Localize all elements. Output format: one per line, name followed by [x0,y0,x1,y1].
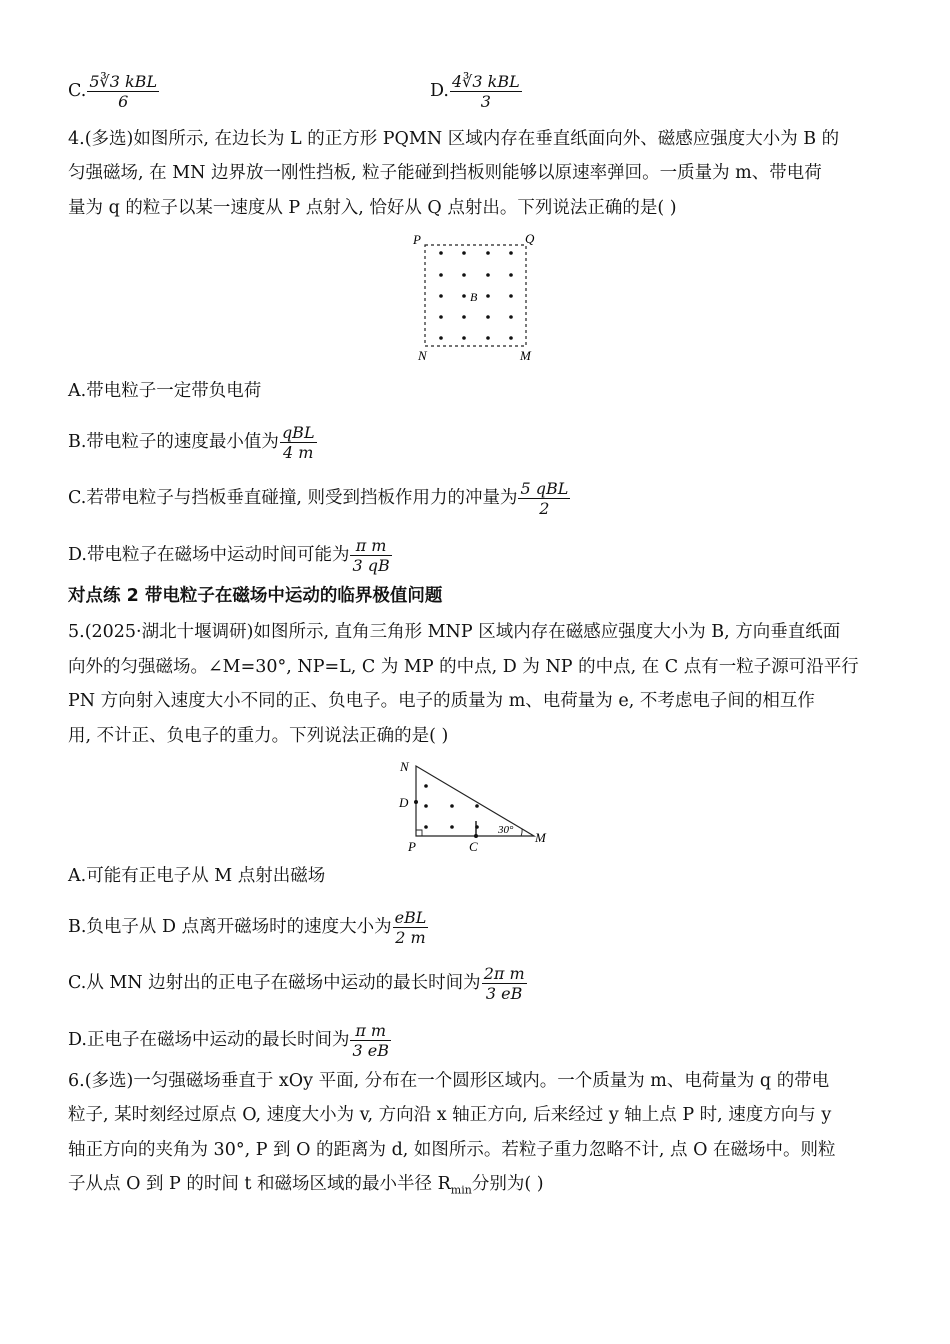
label-N: N [400,759,409,774]
q6-stem-tail: 分别为( ) [471,1174,544,1194]
fraction-denominator: 3 eB [485,984,523,1003]
q5-option-c [68,964,527,1003]
q5-option-a: A.可能有正电子从 M 点射出磁场 [68,866,326,886]
label-M: M [520,348,531,363]
triangle-boundary [416,766,534,836]
q5-stem-line-1: 5.(2025·湖北十堰调研)如图所示, 直角三角形 MNP 区域内存在磁感应强度大小为 B, 方向垂直纸面 [68,622,841,642]
label-P: P [408,839,416,854]
label-M: M [535,830,546,845]
q4-option-c [68,479,570,518]
fraction-denominator: 2 m [395,928,426,947]
fraction-numerator: 5∛3 kBL [89,72,158,91]
right-angle-mark [416,830,422,836]
q4-option-d [68,536,392,575]
prev-option-d-fraction [450,72,522,111]
prev-option-c [68,72,159,111]
q4-option-b [68,423,317,462]
fraction-numerator: qBL [281,423,315,442]
fraction-denominator: 2 [539,499,550,518]
fraction-numerator: eBL [394,908,427,927]
q4-option-a: A.带电粒子一定带负电荷 [68,381,262,401]
fraction-numerator: π m [350,536,391,556]
q4-option-d-text: D.带电粒子在磁场中运动时间可能为 [68,545,350,565]
q4-option-c-text: C.若带电粒子与挡板垂直碰撞, 则受到挡板作用力的冲量为 [68,488,518,508]
angle-arc [521,829,522,836]
q6-stem-line-3: 轴正方向的夹角为 30°, P 到 O 的距离为 d, 如图所示。若粒子重力忽略不计, 点 O 在磁场中。则粒 [68,1140,836,1160]
q6-stem-line-1: 6.(多选)一匀强磁场垂直于 xOy 平面, 分布在一个圆形区域内。一个质量为 m、电荷量为 q 的带电 [68,1071,830,1091]
q5-stem-line-3: PN 方向射入速度大小不同的正、负电子。电子的质量为 m、电荷量为 e, 不考虑电子间的相互作 [68,691,815,711]
label-Q: Q [525,231,535,246]
q5-option-d-fraction [350,1021,391,1060]
q5-option-d [68,1021,391,1060]
q4-option-d-fraction [350,536,391,575]
q5-option-c-fraction [482,964,527,1003]
label-angle: 30° [498,824,514,836]
q5-stem-line-4: 用, 不计正、负电子的重力。下列说法正确的是( ) [68,726,449,746]
label-C: C [469,839,478,854]
fraction-denominator: 3 [480,92,491,111]
rmin-subscript: min [450,1183,472,1197]
prev-option-c-fraction [87,72,159,111]
fraction-numerator: 2π m [483,964,525,983]
fraction-numerator: 4∛3 kBL [451,72,520,91]
q6-stem-line-4-text: 子从点 O 到 P 的时间 t 和磁场区域的最小半径 R [68,1174,451,1194]
label-N: N [418,348,427,363]
q5-stem-line-2: 向外的匀强磁场。∠M=30°, NP=L, C 为 MP 的中点, D 为 NP 的中点, 在 C 点有一粒子源可沿平行 [68,657,859,677]
q4-stem-line-1: 4.(多选)如图所示, 在边长为 L 的正方形 PQMN 区域内存在垂直纸面向外、磁感应强度大小为 B 的 [68,129,840,149]
label-D: D [399,795,409,810]
q5-triangle-field-figure [394,756,554,854]
prev-option-d [430,72,522,111]
q4-stem-line-3: 量为 q 的粒子以某一速度从 P 点射入, 恰好从 Q 点射出。下列说法正确的是( ) [68,198,677,218]
q5-option-b-text: B.负电子从 D 点离开磁场时的速度大小为 [68,917,392,937]
fraction-denominator: 4 m [283,443,314,462]
section-heading: 对点练 2 带电粒子在磁场中运动的临界极值问题 [68,586,443,606]
q4-square-field-figure [408,228,543,368]
fraction-denominator: 3 qB [352,556,390,575]
label-B: B [470,290,478,304]
prev-option-d-label: D. [430,81,449,101]
q4-stem-line-2: 匀强磁场, 在 MN 边界放一刚性挡板, 粒子能碰到挡板则能够以原速率弹回。一质量为 m、带电荷 [68,163,822,183]
fraction-denominator: 6 [118,92,129,111]
magnetic-field-dots [414,784,479,838]
label-P: P [413,232,421,247]
q4-option-c-fraction [518,479,570,518]
q5-option-b [68,908,428,947]
q5-option-d-text: D.正电子在磁场中运动的最长时间为 [68,1030,350,1050]
q4-option-b-text: B.带电粒子的速度最小值为 [68,432,279,452]
fraction-numerator: 5 qBL [520,479,569,498]
prev-option-c-label: C. [68,81,87,101]
fraction-denominator: 3 eB [352,1041,389,1060]
q5-option-c-text: C.从 MN 边射出的正电子在磁场中运动的最长时间为 [68,973,481,993]
fraction-numerator: π m [350,1021,391,1041]
q6-stem-line-4 [68,1172,544,1203]
q5-option-b-fraction [393,908,429,947]
q4-option-b-fraction [280,423,317,462]
q6-stem-line-2: 粒子, 某时刻经过原点 O, 速度大小为 v, 方向沿 x 轴正方向, 后来经过 y 轴上点 P 时, 速度方向与 y [68,1105,832,1125]
